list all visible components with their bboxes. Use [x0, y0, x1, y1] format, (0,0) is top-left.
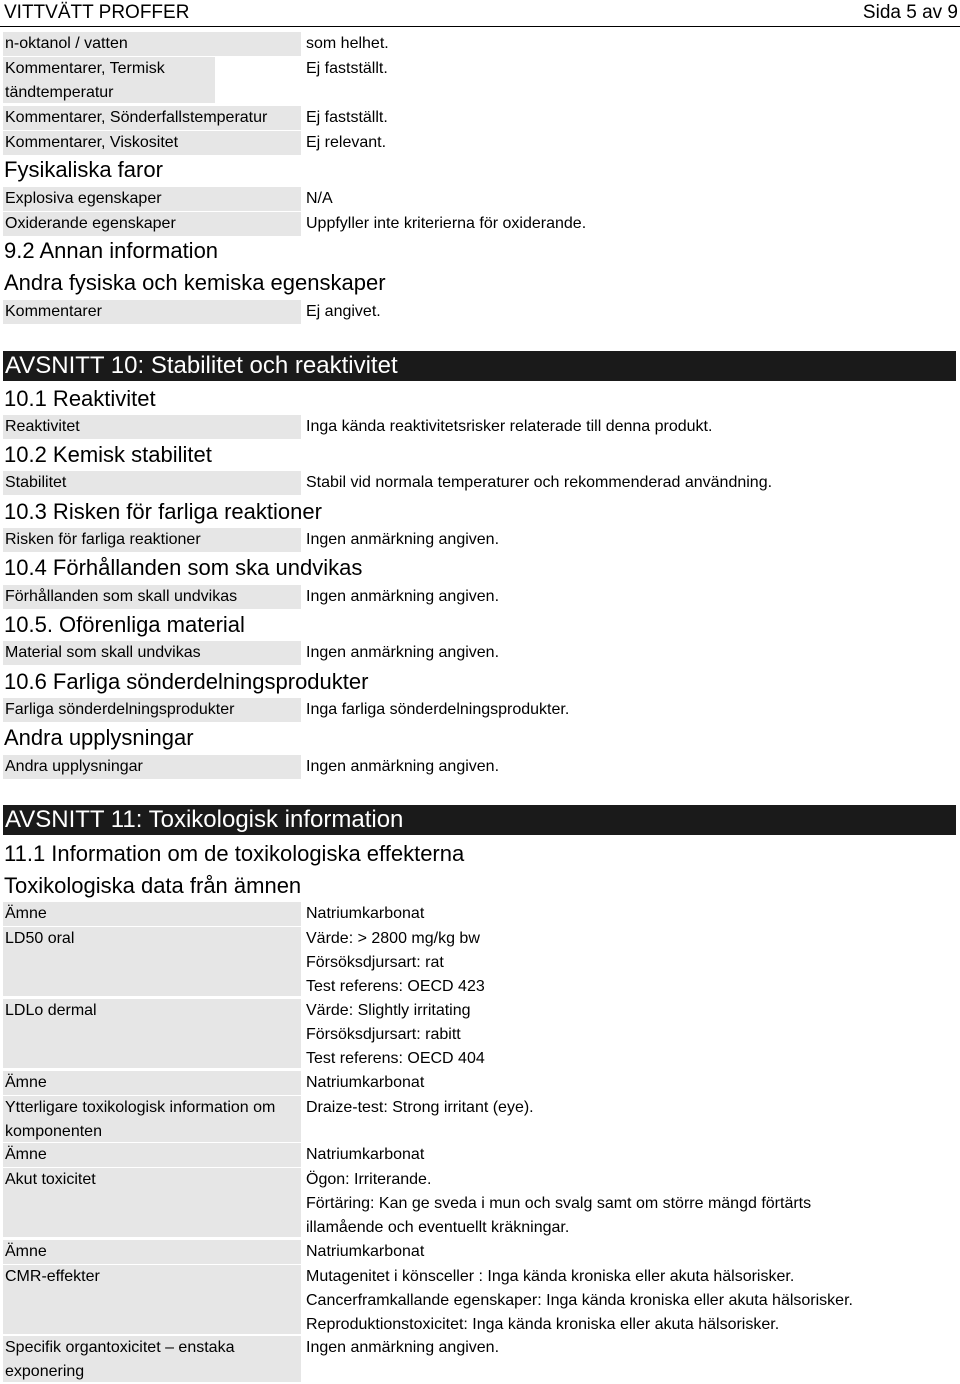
tox-value: Natriumkarbonat — [306, 1074, 425, 1091]
heading-10-5: 10.5. Oförenliga material — [4, 612, 245, 637]
company-name: VITTVÄTT PROFFER — [4, 2, 190, 23]
subheading-tox-data: Toxikologiska data från ämnen — [4, 873, 302, 898]
property-label: Kommentarer — [3, 300, 301, 324]
property-value: Uppfyller inte kriterierna för oxiderande. — [306, 215, 587, 232]
property-label: Explosiva egenskaper — [3, 187, 301, 211]
subheading-9-2: Andra fysiska och kemiska egenskaper — [4, 270, 386, 295]
heading-10-2: 10.2 Kemisk stabilitet — [4, 442, 212, 467]
section-11-title: AVSNITT 11: Toxikologisk information — [3, 805, 956, 835]
page-header — [0, 0, 960, 26]
property-label: Oxiderande egenskaper — [3, 212, 301, 236]
tox-value: Natriumkarbonat — [306, 1146, 425, 1163]
tox-label: CMR-effekter — [3, 1265, 301, 1334]
tox-label: Akut toxicitet — [3, 1168, 301, 1237]
page-number: Sida 5 av 9 — [862, 2, 958, 23]
property-value: Inga farliga sönderdelningsprodukter. — [306, 701, 570, 718]
heading-10-1: 10.1 Reaktivitet — [4, 386, 156, 411]
property-value: Ingen anmärkning angiven. — [306, 531, 500, 548]
property-value: Stabil vid normala temperaturer och rekommenderad användning. — [306, 474, 773, 491]
heading-physical-hazards: Fysikaliska faror — [4, 157, 163, 182]
heading-andra-upplysningar: Andra upplysningar — [4, 725, 194, 750]
property-value: Inga kända reaktivitetsrisker relaterade till denna produkt. — [306, 418, 713, 435]
property-value: Ej fastställt. — [306, 109, 388, 126]
heading-10-6: 10.6 Farliga sönderdelningsprodukter — [4, 669, 369, 694]
property-label: Material som skall undvikas — [3, 641, 301, 665]
heading-10-3: 10.3 Risken för farliga reaktioner — [4, 499, 322, 524]
tox-value: Värde: > 2800 mg/kg bw Försöksdjursart: rat Test referens: OECD 423 — [306, 930, 485, 995]
property-value: N/A — [306, 190, 333, 207]
tox-value: Natriumkarbonat — [306, 905, 425, 922]
property-label: Andra upplysningar — [3, 755, 301, 779]
tox-value: Värde: Slightly irritating Försöksdjursart: rabitt Test referens: OECD 404 — [306, 1002, 485, 1067]
property-label: n-oktanol / vatten — [3, 32, 301, 56]
property-label: Kommentarer, Sönderfallstemperatur — [3, 106, 301, 130]
header-rule — [0, 26, 960, 27]
property-value: Ej relevant. — [306, 134, 387, 151]
heading-10-4: 10.4 Förhållanden som ska undvikas — [4, 555, 363, 580]
property-value: Ej angivet. — [306, 303, 381, 320]
property-label: Kommentarer, Termisk tändtemperatur — [3, 57, 215, 103]
tox-value: Mutagenitet i könsceller : Inga kända kroniska eller akuta hälsorisker. Cancerframkallande egenskaper: Inga kända kroniska eller akuta hälsorisker. Reproduktionstoxicitet: Inga kända kroniska eller akuta hälsorisker. — [306, 1268, 853, 1333]
tox-value: Ögon: Irriterande. Förtäring: Kan ge sveda i mun och svalg samt om större mängd förtärts illamående och eventuellt kräkningar. — [306, 1171, 812, 1236]
property-label: Reaktivitet — [3, 415, 301, 439]
tox-value: Draize-test: Strong irritant (eye). — [306, 1099, 534, 1116]
property-value: Ingen anmärkning angiven. — [306, 758, 500, 775]
section-10-title: AVSNITT 10: Stabilitet och reaktivitet — [3, 351, 956, 381]
property-label: Stabilitet — [3, 471, 301, 495]
property-label: Risken för farliga reaktioner — [3, 528, 301, 552]
tox-label: LD50 oral — [3, 927, 301, 996]
tox-label: Ämne — [3, 1240, 301, 1264]
tox-value: Ingen anmärkning angiven. — [306, 1339, 500, 1356]
tox-label: Ytterligare toxikologisk information om komponenten — [3, 1096, 301, 1142]
tox-label: Ämne — [3, 1071, 301, 1095]
property-value: Ingen anmärkning angiven. — [306, 644, 500, 661]
property-value: som helhet. — [306, 35, 389, 52]
tox-label: LDLo dermal — [3, 999, 301, 1068]
property-value: Ej fastställt. — [306, 60, 388, 77]
tox-value: Natriumkarbonat — [306, 1243, 425, 1260]
property-label: Kommentarer, Viskositet — [3, 131, 301, 155]
property-label: Förhållanden som skall undvikas — [3, 585, 301, 609]
heading-11-1: 11.1 Information om de toxikologiska effekterna — [4, 841, 465, 866]
property-value: Ingen anmärkning angiven. — [306, 588, 500, 605]
tox-label: Ämne — [3, 1143, 301, 1167]
tox-label: Specifik organtoxicitet – enstaka exponering — [3, 1336, 301, 1382]
property-label: Farliga sönderdelningsprodukter — [3, 698, 301, 722]
tox-label: Ämne — [3, 902, 301, 926]
heading-9-2: 9.2 Annan information — [4, 238, 219, 263]
